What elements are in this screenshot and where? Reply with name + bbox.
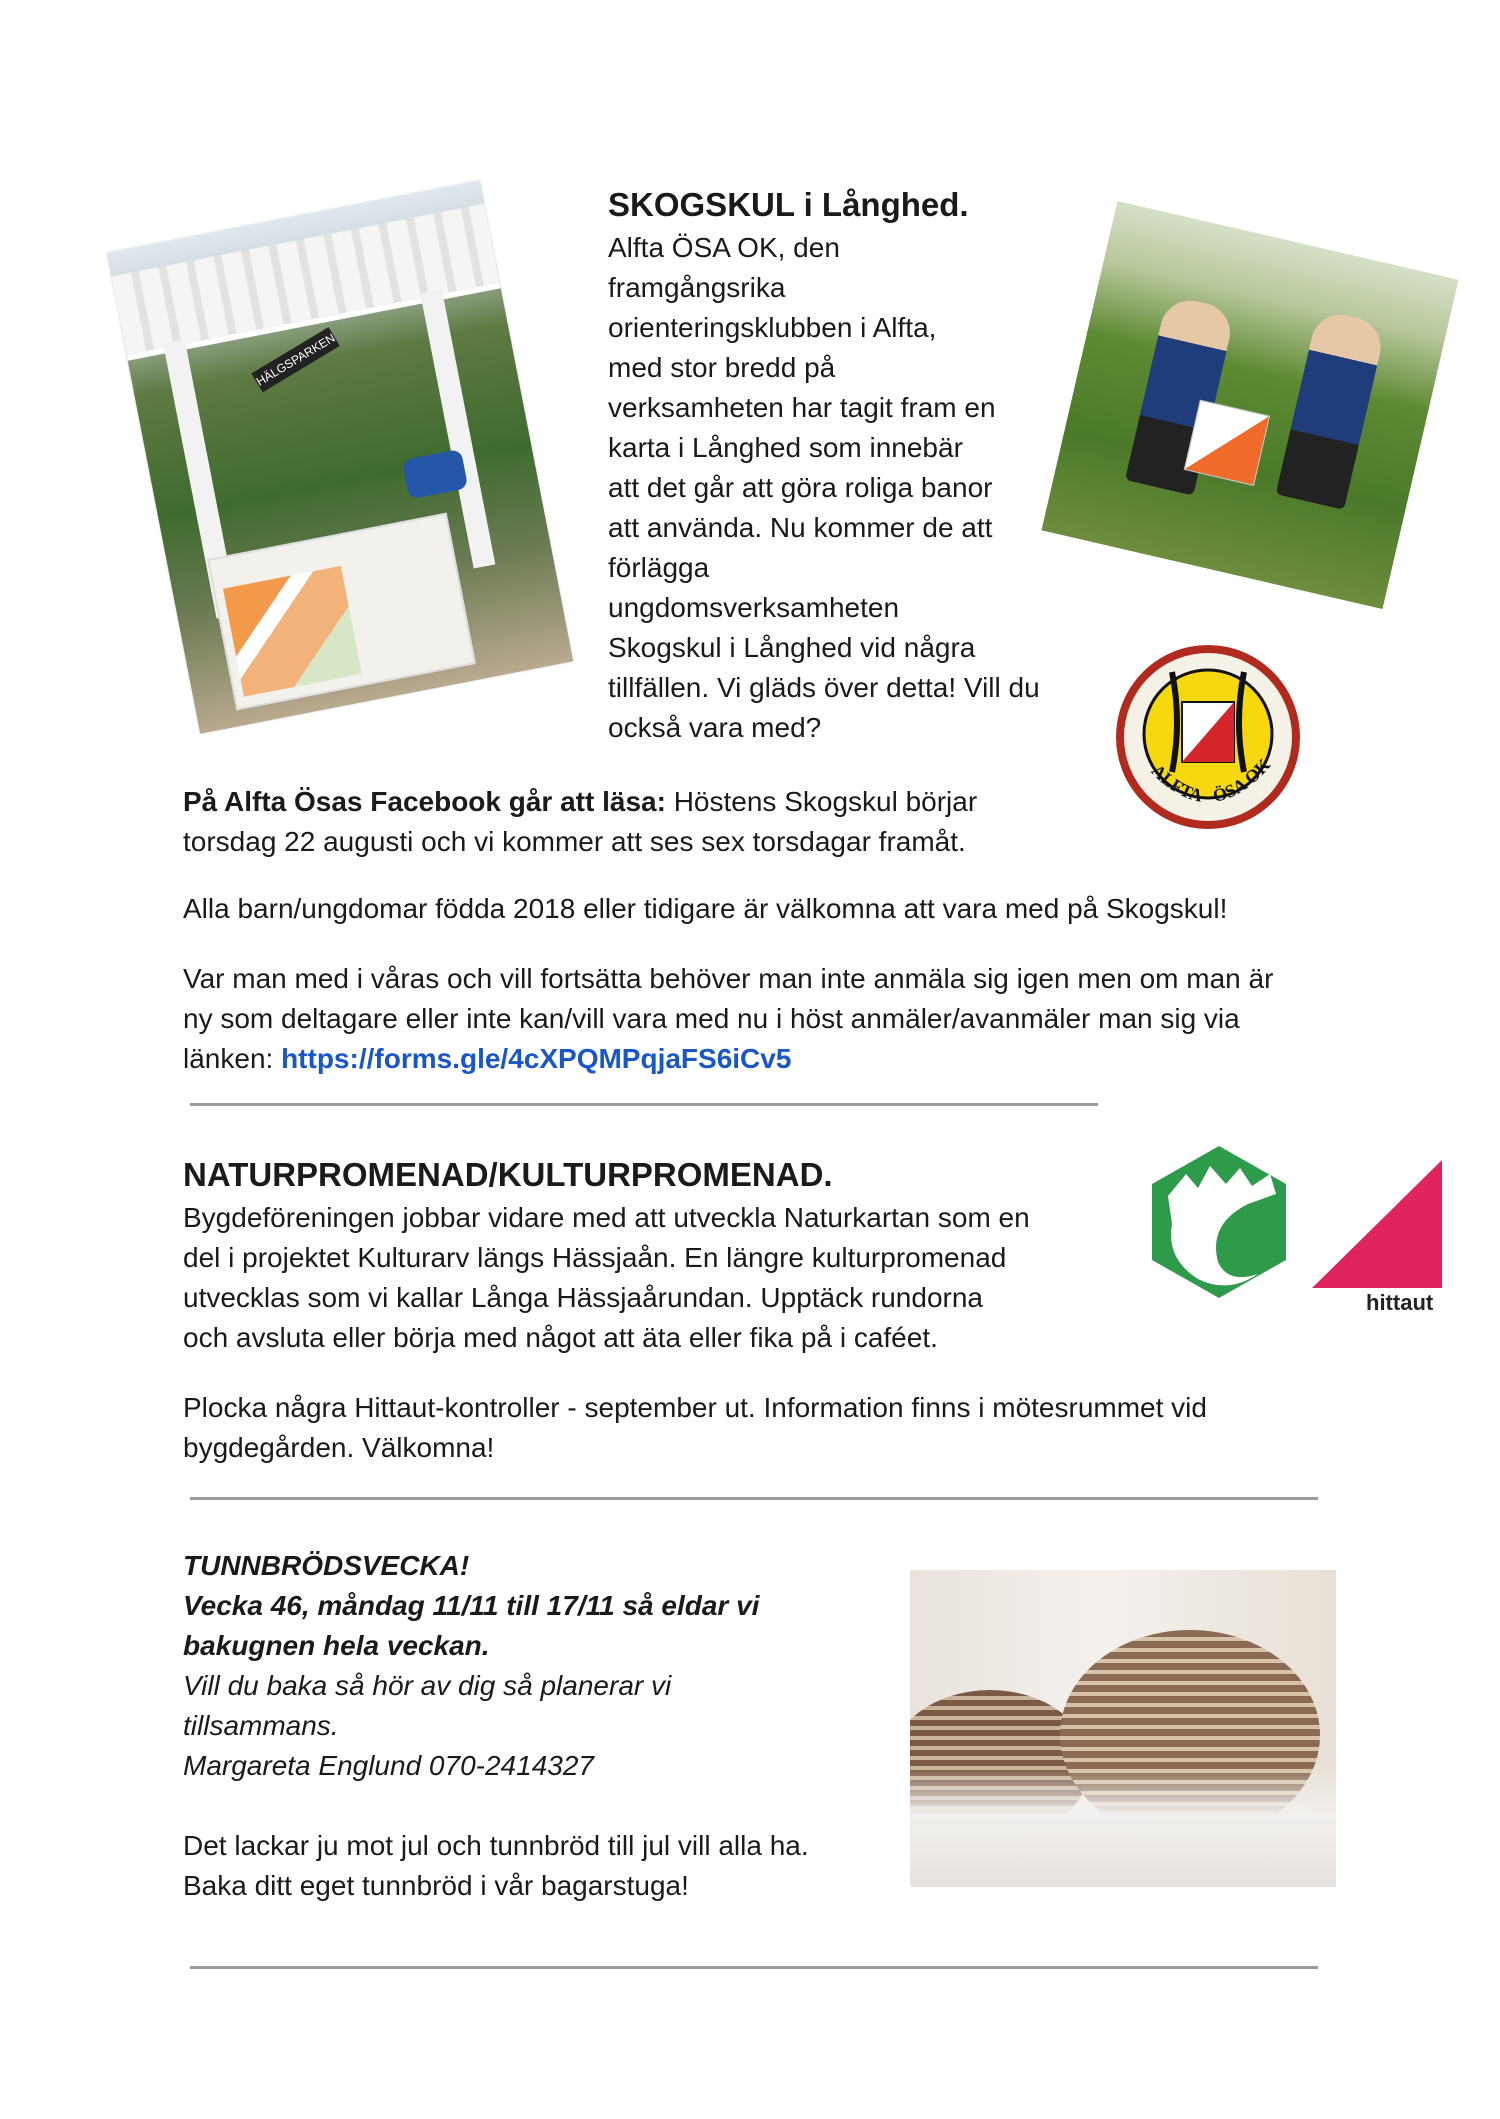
natur-line: Bygdeföreningen jobbar vidare med att utveckla Naturkartan som en [183, 1202, 1030, 1233]
signup-form-link[interactable]: https://forms.gle/4cXPQMPqjaFS6iCv5 [281, 1043, 792, 1074]
intro-line: ungdomsverksamheten [608, 592, 900, 623]
orienteering-map [223, 566, 362, 697]
natur-paragraph [183, 1198, 1143, 1358]
naturkartan-logo [1148, 1144, 1290, 1300]
intro-line: också vara med? [608, 712, 822, 743]
hittaut-line: bygdegården. Välkomna! [183, 1432, 495, 1463]
gazebo-photo [107, 180, 574, 734]
alfta-osa-ok-logo [1112, 642, 1304, 832]
intro-line: Alfta ÖSA OK, den [608, 232, 840, 263]
hittaut-triangle [1312, 1160, 1442, 1288]
natur-title: NATURPROMENAD/KULTURPROMENAD. [183, 1156, 833, 1193]
intro-line: karta i Långhed som innebär [608, 432, 963, 463]
natur-line: utvecklas som vi kallar Långa Hässjaårundan. Upptäck rundorna [183, 1282, 983, 1313]
tunnbrod-contact: Margareta Englund 070-2414327 [183, 1750, 594, 1781]
intro-line: verksamheten har tagit fram en [608, 392, 996, 423]
intro-line: att använda. Nu kommer de att [608, 512, 993, 543]
tunnbrod-text [183, 1546, 903, 1906]
natur-line: och avsluta eller börja med något att äta eller fika på i caféet. [183, 1322, 938, 1353]
intro-line: framgångsrika [608, 272, 786, 303]
park-sign: HÄLGSPARKEN [251, 327, 339, 392]
intro-line: tillfällen. Vi gläds över detta! Vill du [608, 672, 1040, 703]
kids-orienteering-photo [1041, 201, 1458, 609]
intro-line: med stor bredd på [608, 352, 836, 383]
signup-line-2: ny som deltagare eller inte kan/vill vara med nu i höst anmäler/avanmäler man sig via [183, 1003, 1240, 1034]
natur-line: del i projektet Kulturarv längs Hässjaån. En längre kulturpromenad [183, 1242, 1007, 1273]
signup-line-1: Var man med i våras och vill fortsätta behöver man inte anmäla sig igen men om man är [183, 963, 1274, 994]
intro-line: orienteringsklubben i Alfta, [608, 312, 937, 343]
divider-2 [190, 1497, 1318, 1500]
divider-1 [190, 1103, 1098, 1106]
flatbread-photo [910, 1570, 1336, 1887]
tunnbrod-title: TUNNBRÖDSVECKA! [183, 1550, 470, 1581]
signup-line-3: länken: [183, 1043, 282, 1074]
divider-3 [190, 1966, 1318, 1969]
logo-text: ALFTA - ÖSA OK [1147, 754, 1275, 807]
intro-line: förlägga [608, 552, 710, 583]
tunnbrod-closing-line: Det lackar ju mot jul och tunnbröd till jul vill alla ha. [183, 1830, 809, 1861]
hittaut-paragraph [183, 1388, 1383, 1468]
hittaut-logo [1312, 1160, 1442, 1288]
tunnbrod-italic-line: Vill du baka så hör av dig så planerar vi [183, 1670, 672, 1701]
skogskul-intro [608, 228, 1088, 748]
facebook-line-2: torsdag 22 augusti och vi kommer att ses sex torsdagar framåt. [183, 826, 966, 857]
signup-paragraph [183, 959, 1383, 1079]
hittaut-label: hittaut [1366, 1290, 1434, 1315]
white-cloth [910, 1767, 1336, 1887]
kid-right [1276, 309, 1387, 510]
intro-line: att det går att göra roliga banor [608, 472, 993, 503]
intro-line: Skogskul i Långhed vid några [608, 632, 976, 663]
tunnbrod-bold-line: bakugnen hela veckan. [183, 1630, 490, 1661]
skogskul-title: SKOGSKUL i Långhed. [608, 186, 969, 223]
orienteering-map-board [207, 513, 476, 711]
tunnbrod-closing-line: Baka ditt eget tunnbröd i vår bagarstuga! [183, 1870, 689, 1901]
facebook-lead: På Alfta Ösas Facebook går att läsa: [183, 786, 666, 817]
hittaut-line: Plocka några Hittaut-kontroller - september ut. Information finns i mötesrummet vid [183, 1392, 1207, 1423]
facebook-line-1: Höstens Skogskul börjar [665, 786, 978, 817]
children-paragraph: Alla barn/ungdomar födda 2018 eller tidigare är välkomna att vara med på Skogskul! [183, 893, 1228, 924]
facebook-paragraph [183, 782, 1083, 862]
tunnbrod-italic-line: tillsammans. [183, 1710, 339, 1741]
tunnbrod-bold-line: Vecka 46, måndag 11/11 till 17/11 så eldar vi [183, 1590, 760, 1621]
